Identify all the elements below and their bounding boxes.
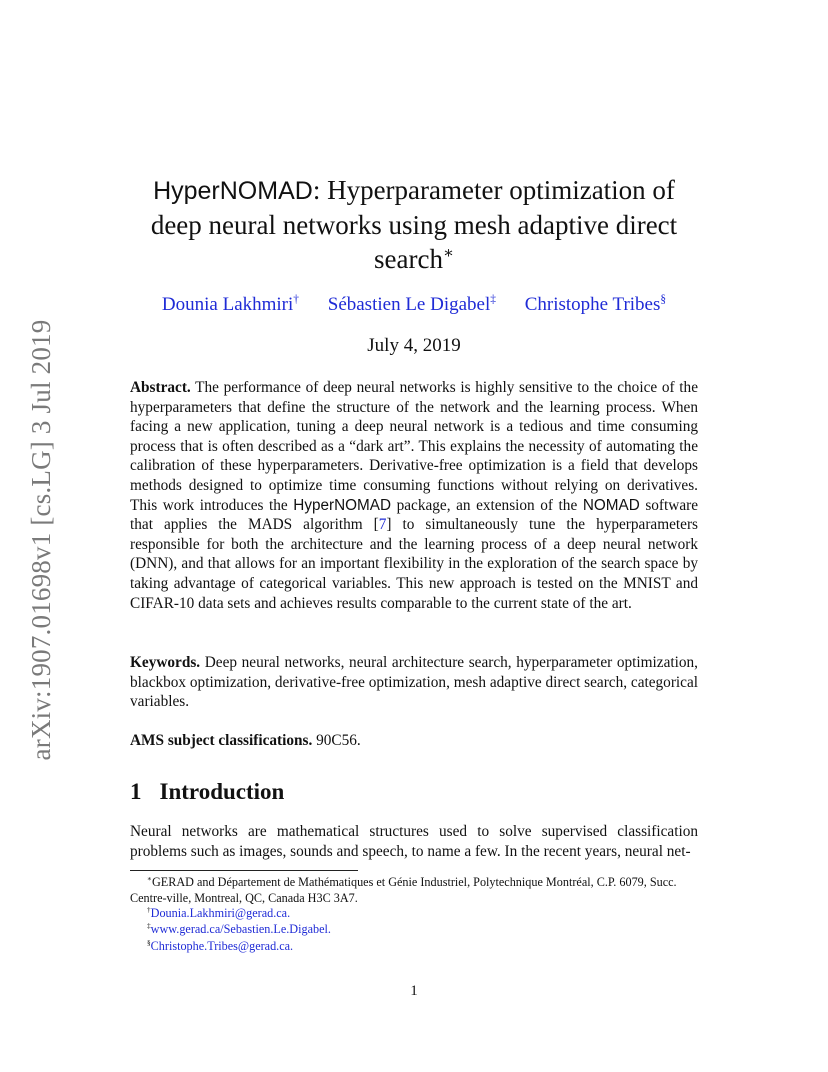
- author-list: [100, 294, 728, 316]
- ams-label: AMS subject classifications.: [130, 732, 313, 749]
- title-line3: search: [374, 244, 443, 274]
- abstract: Abstract. The performance of deep neural networks is highly sensitive to the choice of the hyperparameters that define the structure of the network and the learning process. When facing a new application, tuning a deep neural network is a tedious and time consuming process that is often described as a “dark art”. This explains the necessity of automating the calibration of these hyperparameters. Derivative-free optimization is a field that develops methods designed to optimize time consuming functions without relying on derivatives. This work introduces the HyperNOMAD package, an extension of the NOMAD software that applies the MADS algorithm [7] to simultaneously tune the hyperparameters responsible for both the architecture and the learning process of a deep neural network (DNN), and that allows for an important flexibility in the exploration of the search space by taking advantage of categorical variables. This new approach is tested on the MNIST and CIFAR-10 data sets and achieves results comparable to the current state of the art.: [130, 379, 698, 612]
- web-link-le-digabel[interactable]: www.gerad.ca/Sebastien.Le.Digabel.: [150, 922, 331, 936]
- keywords: Keywords. Deep neural networks, neural architecture search, hyperparameter optimization, blackbox optimization, derivative-free optimization, mesh adaptive direct search, categorical variables.: [130, 654, 698, 711]
- citation-link[interactable]: 7: [378, 516, 387, 534]
- section-title: Introduction: [159, 779, 285, 804]
- author-le-digabel[interactable]: Sébastien Le Digabel‡: [327, 293, 496, 315]
- page-number: 1: [410, 983, 418, 999]
- paper-title: [100, 173, 728, 276]
- hypernomad-name: HyperNOMAD: [293, 496, 392, 514]
- section-number: 1: [130, 779, 142, 804]
- ams-classifications: AMS subject classifications. 90C56.: [130, 732, 361, 749]
- title-package-name: HyperNOMAD: [153, 177, 313, 205]
- footnote-url-le-digabel: ‡www.gerad.ca/Sebastien.Le.Digabel.: [147, 920, 331, 936]
- footnote-email-lakhmiri: †Dounia.Lakhmiri@gerad.ca.: [147, 904, 291, 920]
- introduction-text: Neural networks are mathematical structures used to solve supervised classification problems such as images, sounds and speech, to name a few. In the recent years, neural net-: [130, 823, 698, 860]
- abstract-label: Abstract.: [130, 379, 191, 396]
- author-lakhmiri[interactable]: Dounia Lakhmiri†: [161, 293, 299, 315]
- section-heading-introduction: [130, 779, 284, 805]
- footnote-affiliation: ∗GERAD and Département de Mathématiques et Génie Industriel, Polytechnique Montréal, C.P. 6079, Succ. Centre-ville, Montreal, QC, Canada H3C 3A7.: [130, 873, 677, 905]
- footnote-divider: [130, 870, 358, 871]
- author-tribes[interactable]: Christophe Tribes§: [524, 293, 667, 315]
- title-footnote-mark: ∗: [442, 244, 454, 262]
- title-line1: : Hyperparameter optimization of: [312, 175, 675, 205]
- nomad-name: NOMAD: [582, 496, 640, 514]
- email-link-lakhmiri[interactable]: Dounia.Lakhmiri@gerad.ca.: [150, 906, 291, 920]
- email-link-tribes[interactable]: Christophe.Tribes@gerad.ca.: [150, 939, 294, 953]
- paper-date: July 4, 2019: [367, 335, 461, 356]
- arxiv-identifier-stamp: arXiv:1907.01698v1 [cs.LG] 3 Jul 2019: [26, 319, 56, 761]
- title-line2: deep neural networks using mesh adaptive direct: [150, 210, 678, 240]
- keywords-label: Keywords.: [130, 654, 201, 671]
- footnote-email-tribes: §Christophe.Tribes@gerad.ca.: [147, 937, 294, 953]
